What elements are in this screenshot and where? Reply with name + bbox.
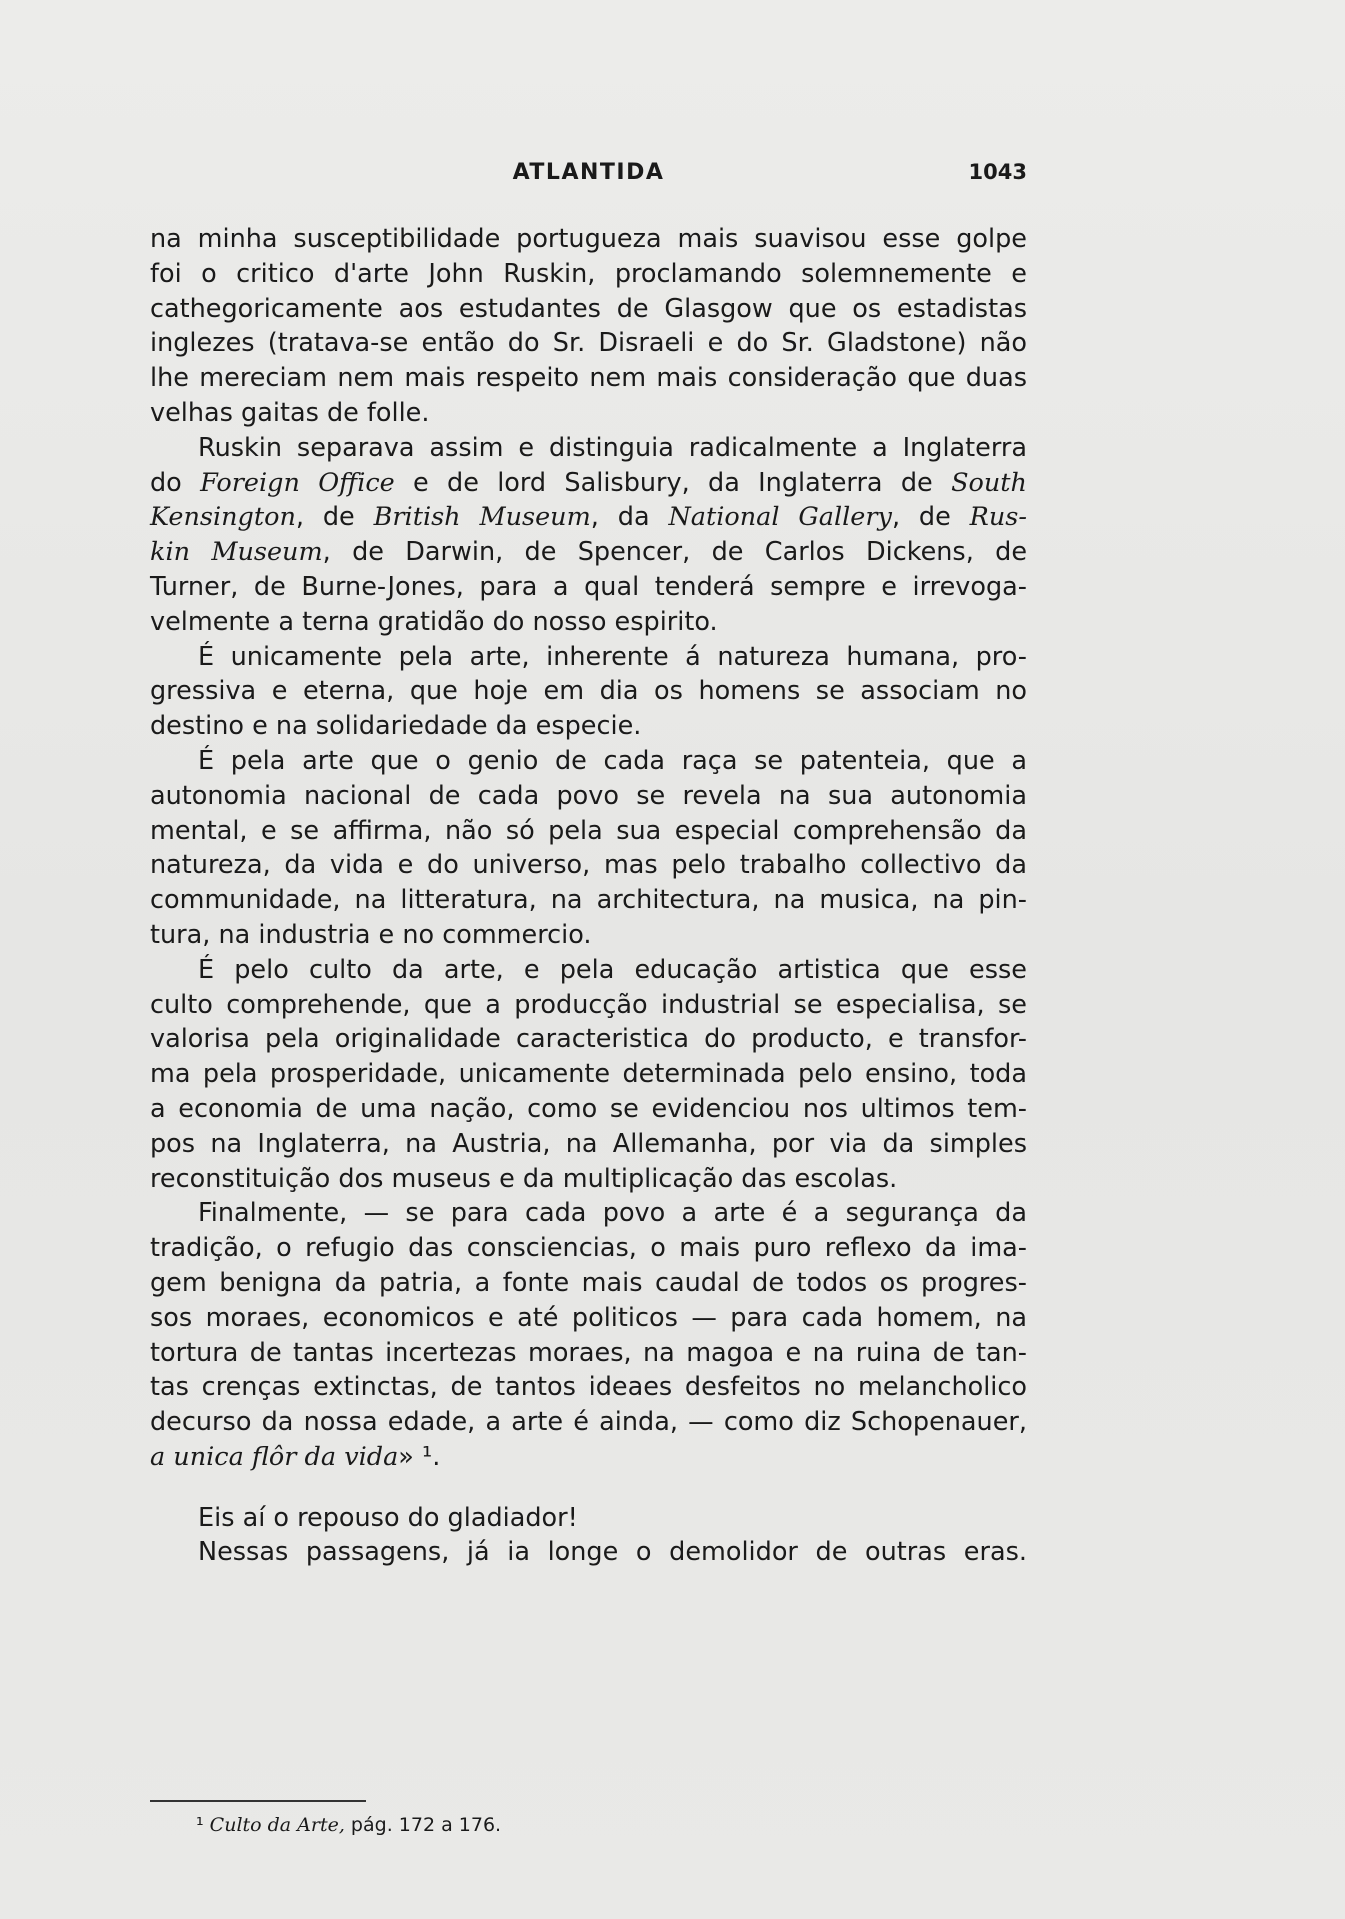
text-line: reconstituição dos museus e da multiplicação das escolas.	[150, 1163, 898, 1194]
text-line: gressiva e eterna, que hoje em dia os homens se associam no	[150, 676, 1027, 707]
text-line: É pela arte que o genio de cada raça se patenteia, que a	[198, 745, 1027, 776]
text-line: lhe mereciam nem mais respeito nem mais consideração que duas	[150, 363, 1027, 394]
text-line: tas crenças extinctas, de tantos ideaes desfeitos no melancholico	[150, 1372, 1027, 1403]
text-line: valorisa pela originalidade caracteristica do producto, e transfor-	[150, 1024, 1027, 1055]
text-line: a economia de uma nação, como se evidenciou nos ultimos tem-	[150, 1093, 1027, 1124]
text-line: sos moraes, economicos e até politicos — para cada homem, na	[150, 1302, 1027, 1333]
text-line: mental, e se affirma, não só pela sua especial comprehensão da	[150, 815, 1027, 846]
text-line: Nessas passagens, já ia longe o demolidor de outras eras.	[198, 1537, 1027, 1568]
text-line: ma pela prosperidade, unicamente determinada pelo ensino, toda	[150, 1059, 1027, 1090]
text-line: do Foreign Office e de lord Salisbury, da Inglaterra de South	[150, 467, 1027, 498]
text-line: É unicamente pela arte, inherente á natureza humana, pro-	[198, 641, 1027, 672]
text-line: Kensington, de British Museum, da National Gallery, de Rus-	[150, 502, 1027, 533]
footnote	[196, 1814, 501, 1836]
text-line: destino e na solidariedade da especie.	[150, 711, 642, 742]
text-line: Finalmente, — se para cada povo a arte é a segurança da	[198, 1198, 1027, 1229]
text-line: tradição, o refugio das consciencias, o mais puro reflexo da ima-	[150, 1233, 1027, 1264]
text-line: foi o critico d'arte John Ruskin, proclamando solemnemente e	[150, 258, 1027, 289]
text-line: gem benigna da patria, a fonte mais caudal de todos os progres-	[150, 1267, 1027, 1298]
running-title: ATLANTIDA	[512, 160, 665, 185]
text-line: tura, na industria e no commercio.	[150, 919, 592, 950]
text-line: autonomia nacional de cada povo se revela na sua autonomia	[150, 780, 1027, 811]
paragraph-gap	[150, 1475, 1027, 1501]
footnote-marker: ¹	[196, 1814, 204, 1836]
text-line: culto comprehende, que a producção industrial se especialisa, se	[150, 989, 1027, 1020]
text-line: decurso da nossa edade, a arte é ainda, — como diz Schopenauer,	[150, 1407, 1027, 1438]
body-text	[150, 222, 1027, 1570]
text-line: cathegoricamente aos estudantes de Glasgow que os estadistas	[150, 293, 1027, 324]
text-line: na minha susceptibilidade portugueza mais suavisou esse golpe	[150, 224, 1027, 254]
text-line: natureza, da vida e do universo, mas pelo trabalho collectivo da	[150, 850, 1027, 881]
footnote-pages: pág. 172 a 176.	[344, 1814, 502, 1836]
text-line: Turner, de Burne-Jones, para a qual tenderá sempre e irrevoga-	[150, 571, 1027, 602]
text-line: É pelo culto da arte, e pela educação artistica que esse	[198, 954, 1027, 985]
text-line: communidade, na litteratura, na architectura, na musica, na pin-	[150, 885, 1027, 916]
text-line: inglezes (tratava-se então do Sr. Disraeli e do Sr. Gladstone) não	[150, 328, 1027, 359]
footnote-title: Culto da Arte,	[209, 1814, 345, 1836]
text-line: pos na Inglaterra, na Austria, na Allemanha, por via da simples	[150, 1128, 1027, 1159]
text-line: Eis aí o repouso do gladiador!	[198, 1502, 578, 1533]
text-line: Ruskin separava assim e distinguia radicalmente a Inglaterra	[198, 432, 1027, 463]
page-number: 1043	[968, 160, 1027, 184]
text-line: velmente a terna gratidão do nosso espirito.	[150, 606, 718, 637]
running-header	[150, 160, 1027, 196]
text-line: kin Museum, de Darwin, de Spencer, de Carlos Dickens, de	[150, 537, 1028, 568]
text-line: a unica flôr da vida» ¹.	[150, 1441, 441, 1472]
footnote-rule	[150, 1800, 366, 1802]
text-line: velhas gaitas de folle.	[150, 397, 430, 428]
text-line: tortura de tantas incertezas moraes, na magoa e na ruina de tan-	[150, 1337, 1027, 1368]
